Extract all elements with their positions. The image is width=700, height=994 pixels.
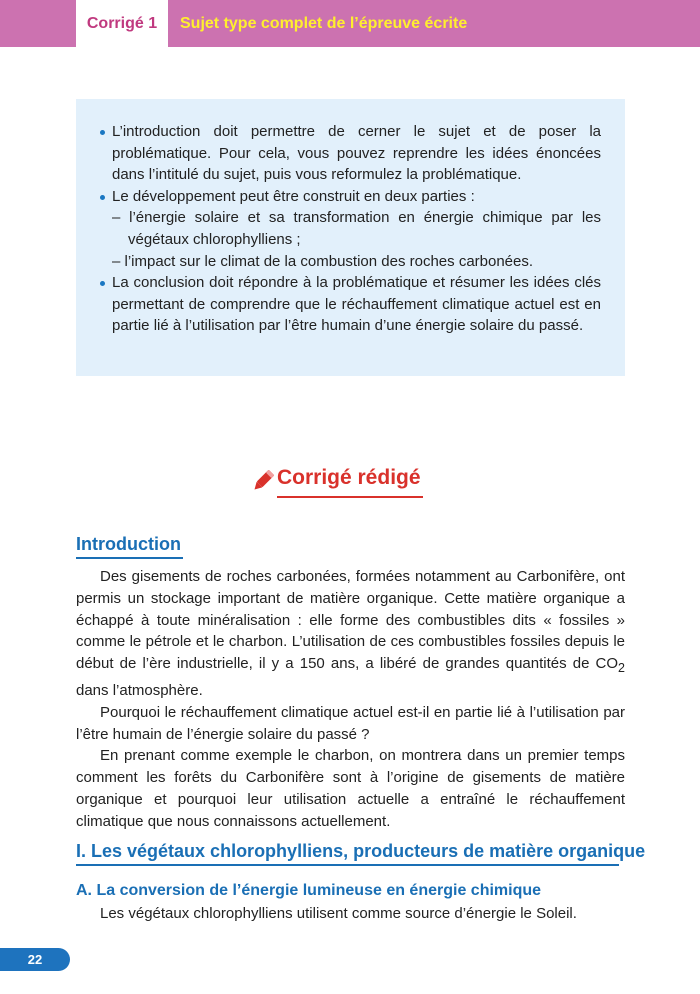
introduction-body <box>76 566 625 833</box>
method-bullet-introduction <box>100 121 601 186</box>
method-bullet-text: Le développement peut être construit en deux parties : <box>112 187 475 205</box>
section-1-underline <box>76 864 619 866</box>
method-dash-item: – l’impact sur le climat de la combustion des roches carbonées. <box>112 252 534 270</box>
co2-subscript: 2 <box>618 661 625 676</box>
method-bullet-developpement <box>100 186 601 208</box>
method-bullet-conclusion <box>100 272 601 337</box>
header-title: Sujet type complet de l’épreuve écrite <box>180 14 468 32</box>
corrige-redige-heading <box>250 466 450 500</box>
method-dash-item: – l’énergie solaire et sa transformation en énergie chimique par les végétaux chlorophylliens ; <box>112 209 601 248</box>
introduction-underline <box>76 557 183 559</box>
section-1a-heading: A. La conversion de l’énergie lumineuse en énergie chimique <box>76 882 542 899</box>
introduction-heading: Introduction <box>76 534 181 554</box>
page-number: 22 <box>0 948 70 971</box>
method-list <box>100 121 601 337</box>
paragraph-text: Des gisements de roches carbonées, formées notamment au Carbonifère, ont permis un stockage important de matière organique. Cette matière organique a échappé à toute minéralisation : elle forme des combustibles dits « fossiles » comme le pétrole et le charbon. L’utilisation de ces combustibles fossiles depuis le début de l’ère industrielle, il y a 150 ans, a libéré de grandes quantités de CO <box>76 568 625 673</box>
method-bullet-text: La conclusion doit répondre à la problématique et résumer les idées clés permettant de comprendre que le réchauffement climatique actuel est en partie lié à l’utilisation par l’être humain d’une énergie solaire du passé. <box>112 274 601 335</box>
bullet-icon <box>100 130 105 135</box>
bullet-icon <box>100 195 105 200</box>
introduction-paragraph-2: Pourquoi le réchauffement climatique actuel est-il en partie lié à l’utilisation par l’être humain de l’énergie solaire du passé ? <box>76 703 625 743</box>
paragraph-text: dans l’atmosphère. <box>76 681 203 699</box>
corrige-redige-title: Corrigé rédigé <box>277 466 421 489</box>
method-box <box>76 99 625 376</box>
pencil-icon <box>250 468 276 494</box>
corrige-redige-underline <box>277 496 423 498</box>
section-1a-text: Les végétaux chlorophylliens utilisent comme source d’énergie le Soleil. <box>100 905 577 922</box>
corrige-tab: Corrigé 1 <box>76 0 168 47</box>
bullet-icon <box>100 281 105 286</box>
method-bullet-text: L’introduction doit permettre de cerner le sujet et de poser la problématique. Pour cela, vous pouvez reprendre les idées énoncées dans l’intitulé du sujet, puis vous reformulez la problématique. <box>112 123 601 184</box>
section-1-heading: I. Les végétaux chlorophylliens, producteurs de matière organique <box>76 841 646 861</box>
introduction-paragraph-3: En prenant comme exemple le charbon, on montrera dans un premier temps comment les forêts du Carbonifère sont à l’origine de gisements de matière organique et pourquoi leur utilisation actuelle a entraîné le réchauffement climatique que nous connaissons actuellement. <box>76 747 625 830</box>
introduction-paragraph-1 <box>76 566 625 702</box>
